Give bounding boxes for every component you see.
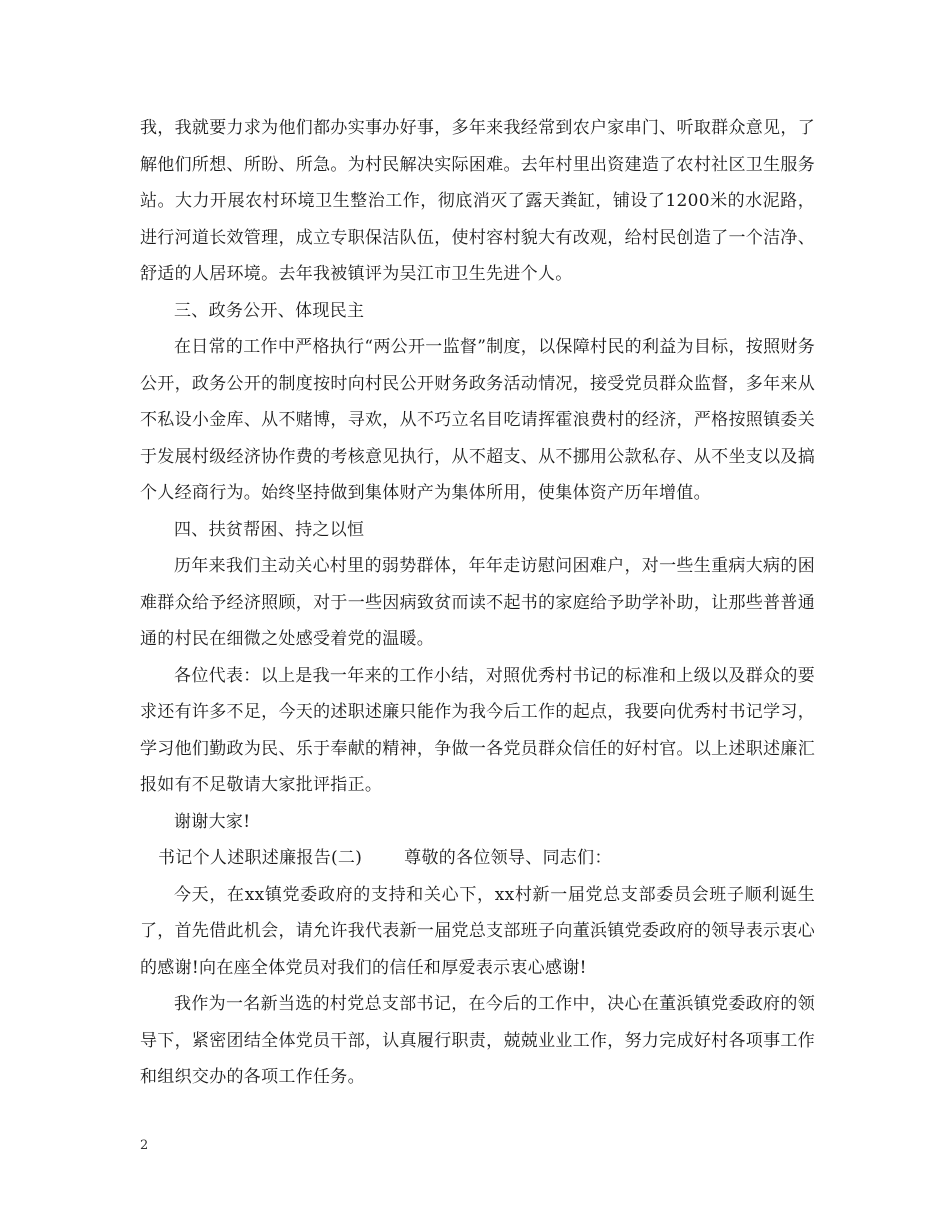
- report-heading-line: [140, 840, 815, 877]
- page-number: 2: [140, 1138, 149, 1153]
- section-heading-3: 三、政务公开、体现民主: [174, 300, 365, 321]
- body-paragraph: 我作为一名新当选的村党总支部书记，在今后的工作中，决心在董浜镇党委政府的领导下，紧密团结全体党员干部，认真履行职责，兢兢业业工作，努力完成好村各项事工作和组织交办的各项工作任务。: [140, 994, 815, 1087]
- document-body: [140, 110, 815, 1096]
- section-heading-4: 四、扶贫帮困、持之以恒: [174, 519, 365, 540]
- body-paragraph: 今天，在xx镇党委政府的支持和关心下，xx村新一届党总支部委员会班子顺利诞生了，首先借此机会，请允许我代表新一届党总支部班子向董浜镇党委政府的领导表示衷心的感谢!向在座全体党员对我们的信任和厚爱表示衷心感谢!: [140, 884, 815, 978]
- body-paragraph-continued: 我，我就要力求为他们都办实事办好事，多年来我经常到农户家串门、听取群众意见，了解他们所想、所盼、所急。为村民解决实际困难。去年村里出资建造了农村社区卫生服务站。大力开展农村环境卫生整治工作，彻底消灭了露天粪缸，铺设了1200米的水泥路，进行河道长效管理，成立专职保洁队伍，使村容村貌大有改观，给村民创造了一个洁净、舒适的人居环境。去年我被镇评为吴江市卫生先进个人。: [140, 118, 815, 284]
- report-salutation: 尊敬的各位领导、同志们：: [404, 848, 612, 868]
- report-title: 书记个人述职述廉报告(二): [158, 848, 363, 868]
- body-paragraph: 各位代表：以上是我一年来的工作小结，对照优秀村书记的标准和上级以及群众的要求还有许多不足，今天的述职述廉只能作为我今后工作的起点，我要向优秀村书记学习，学习他们勤政为民、乐于奉献的精神，争做一各党员群众信任的好村官。以上述职述廉汇报如有不足敬请大家批评指正。: [140, 665, 815, 795]
- body-paragraph: 在日常的工作中严格执行“两公开一监督”制度，以保障村民的利益为目标，按照财务公开，政务公开的制度按时向村民公开财务政务活动情况，接受党员群众监督，多年来从不私设小金库、从不赌博，寻欢，从不巧立名目吃请挥霍浪费村的经济，严格按照镇委关于发展村级经济协作费的考核意见执行，从不超支、从不挪用公款私存、从不坐支以及搞个人经商行为。始终坚持做到集体财产为集体所用，使集体资产历年增值。: [140, 337, 815, 503]
- closing-thanks: 谢谢大家!: [174, 811, 251, 832]
- body-paragraph: 历年来我们主动关心村里的弱势群体，年年走访慰问困难户，对一些生重病大病的困难群众给予经济照顾，对于一些因病致贫而读不起书的家庭给予助学补助，让那些普普通通的村民在细微之处感受着党的温暖。: [140, 556, 815, 649]
